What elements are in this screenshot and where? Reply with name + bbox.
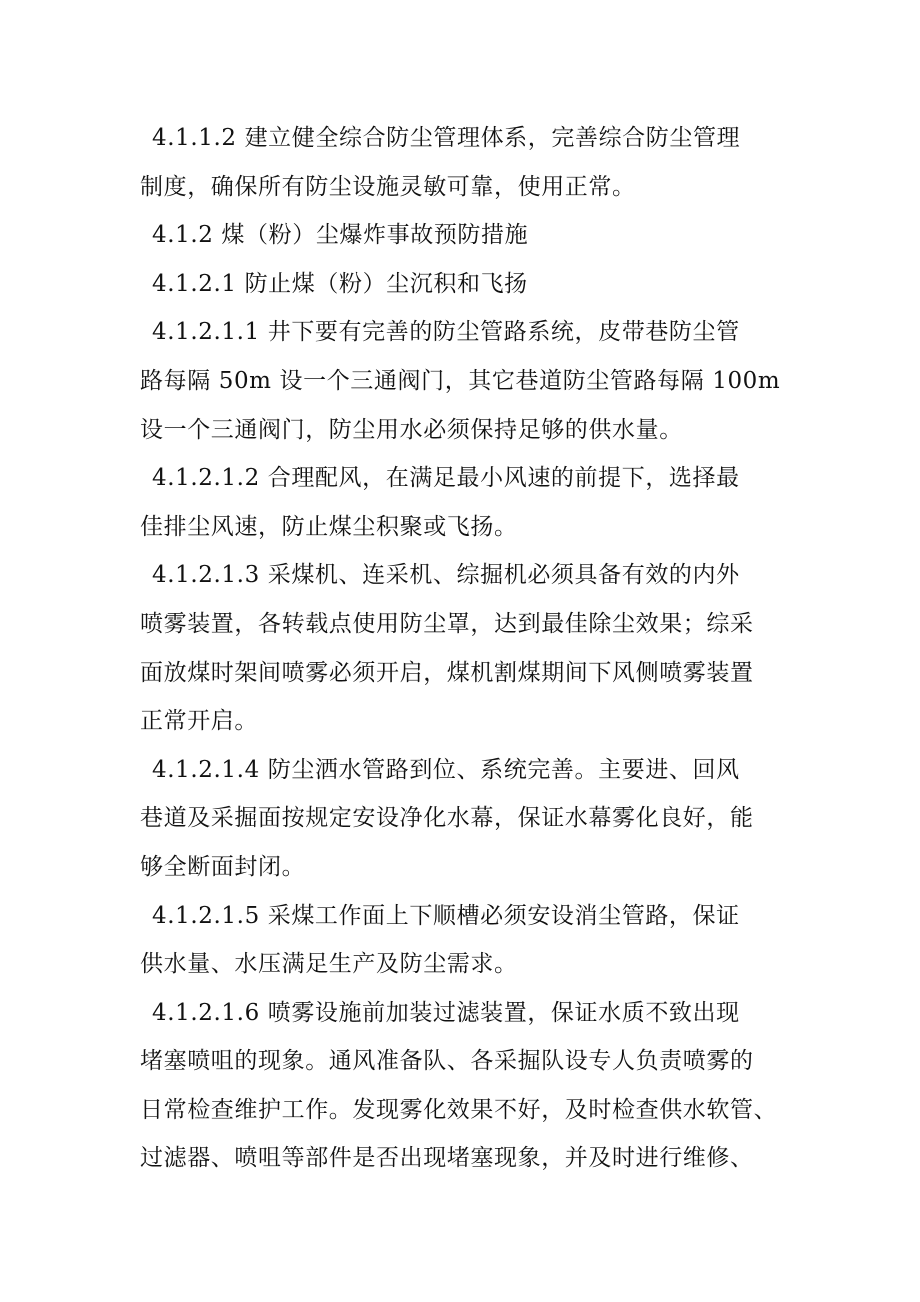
text-line: 喷雾装置，各转载点使用防尘罩，达到最佳除尘效果；综采	[140, 610, 754, 637]
text-line: 4.1.2.1 防止煤（粉）尘沉积和飞扬	[152, 270, 528, 297]
text-line: 堵塞喷咀的现象。通风准备队、各采掘队设专人负责喷雾的	[140, 1048, 754, 1075]
text-line: 制度，确保所有防尘设施灵敏可靠，使用正常。	[140, 173, 636, 200]
text-line: 日常检查维护工作。发现雾化效果不好，及时检查供水软管、	[140, 1096, 778, 1123]
text-line: 4.1.2.1.2 合理配风，在满足最小风速的前提下，选择最	[152, 465, 740, 492]
text-line: 正常开启。	[140, 708, 258, 735]
text-line: 4.1.2.1.3 采煤机、连采机、综掘机必须具备有效的内外	[152, 562, 740, 589]
text-line: 过滤器、喷咀等部件是否出现堵塞现象，并及时进行维修、	[140, 1145, 754, 1172]
heading-4-1-2	[140, 211, 790, 260]
paragraph-4-1-1-2	[140, 114, 790, 211]
paragraph-4-1-2-1-5	[140, 892, 790, 989]
text-line: 设一个三通阀门，防尘用水必须保持足够的供水量。	[140, 416, 683, 443]
text-line: 4.1.2.1.6 喷雾设施前加装过滤装置，保证水质不致出现	[152, 999, 740, 1026]
text-line: 够全断面封闭。	[140, 853, 306, 880]
text-line: 佳排尘风速，防止煤尘积聚或飞扬。	[140, 513, 518, 540]
text-line: 4.1.2.1.5 采煤工作面上下顺槽必须安设消尘管路，保证	[152, 902, 740, 929]
paragraph-4-1-2-1-6	[140, 989, 790, 1183]
paragraph-4-1-2-1-4	[140, 746, 790, 892]
text-line: 巷道及采掘面按规定安设净化水幕，保证水幕雾化良好，能	[140, 805, 754, 832]
text-line: 供水量、水压满足生产及防尘需求。	[140, 951, 518, 978]
paragraph-4-1-2-1-1	[140, 308, 790, 454]
document-page	[140, 114, 790, 1183]
paragraph-4-1-2-1-3	[140, 551, 790, 745]
text-line: 4.1.2.1.1 井下要有完善的防尘管路系统，皮带巷防尘管	[152, 319, 740, 346]
paragraph-4-1-2-1-2	[140, 454, 790, 551]
text-line: 4.1.1.2 建立健全综合防尘管理体系，完善综合防尘管理	[152, 125, 741, 151]
text-line: 4.1.2.1.4 防尘洒水管路到位、系统完善。主要进、回风	[152, 756, 740, 783]
text-line: 面放煤时架间喷雾必须开启，煤机割煤期间下风侧喷雾装置	[140, 659, 754, 686]
text-line: 4.1.2 煤（粉）尘爆炸事故预防措施	[152, 222, 529, 249]
heading-4-1-2-1	[140, 260, 790, 309]
text-line: 路每隔 50m 设一个三通阀门，其它巷道防尘管路每隔 100m	[140, 367, 781, 394]
